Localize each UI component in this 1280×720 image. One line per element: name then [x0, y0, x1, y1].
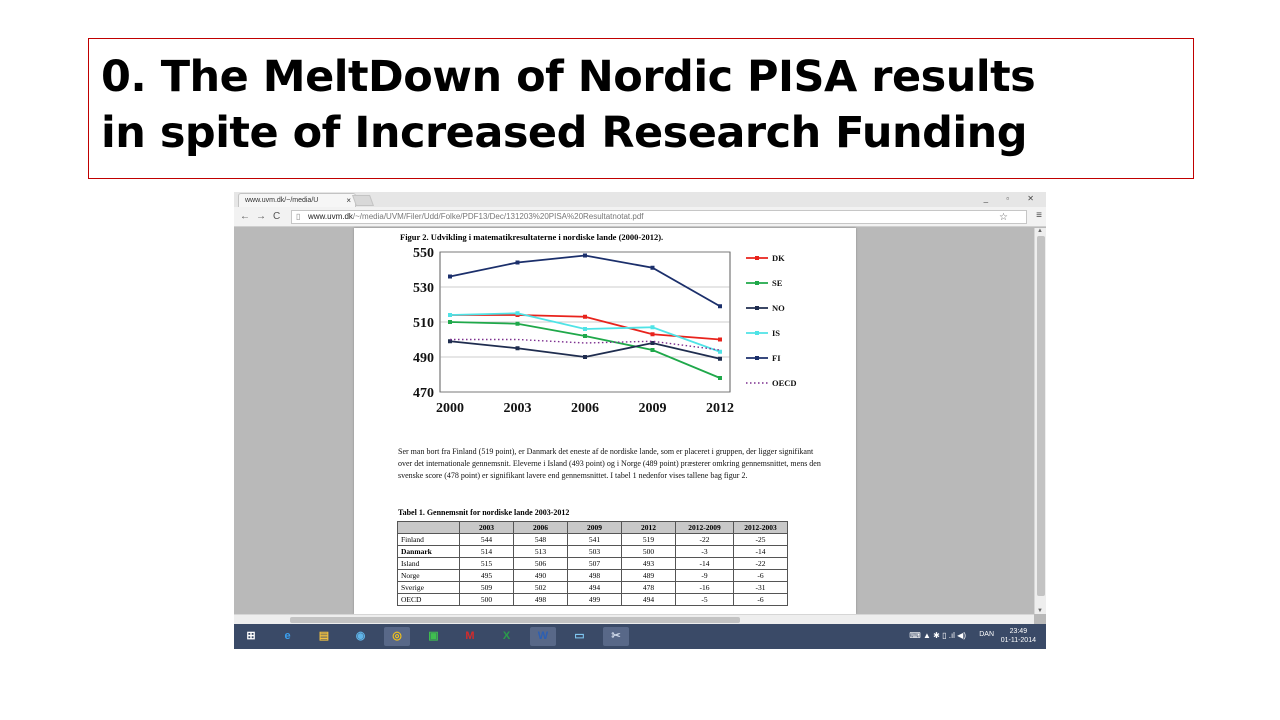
clock-time: 23:49 [1009, 628, 1028, 635]
table-row-name: OECD [398, 594, 460, 606]
table-row-name: Sverige [398, 582, 460, 594]
slide-title-box [88, 38, 1194, 179]
legend-label-no: NO [772, 303, 785, 313]
table-cell: 519 [622, 534, 676, 546]
system-tray-icons[interactable]: ⌨ ▲ ✱ ▯ .ıl ◀) [909, 631, 966, 640]
tab-close-icon[interactable]: × [346, 196, 351, 205]
x-tick-label-2000: 2000 [436, 401, 464, 416]
y-tick-label-550: 550 [413, 246, 434, 261]
data-point-is-2006 [583, 327, 587, 331]
table-title: Tabel 1. Gennemsnit for nordiske lande 2003-2012 [398, 508, 570, 517]
table-row-name: Norge [398, 570, 460, 582]
table-cell: 499 [568, 594, 622, 606]
table-row-name: Island [398, 558, 460, 570]
table-cell: 544 [460, 534, 514, 546]
table-cell: 478 [622, 582, 676, 594]
window-controls[interactable]: _ ▫ ✕ [983, 194, 1042, 203]
data-point-fi-2009 [651, 266, 655, 270]
table-header-row [398, 522, 788, 534]
table-cell: -25 [734, 534, 788, 546]
table-cell: -6 [734, 594, 788, 606]
x-tick-label-2009: 2009 [638, 401, 667, 416]
windows-taskbar [234, 624, 1046, 649]
data-point-dk-2006 [583, 315, 587, 319]
table-cell: 507 [568, 558, 622, 570]
store-icon[interactable]: ▣ [428, 630, 439, 642]
vertical-scroll-thumb[interactable] [1037, 236, 1045, 596]
chrome-icon[interactable]: ◎ [384, 627, 410, 646]
table-cell: -3 [676, 546, 734, 558]
table-cell: -22 [734, 558, 788, 570]
internet-explorer-icon[interactable]: e [284, 630, 291, 642]
table-cell: 494 [568, 582, 622, 594]
data-point-no-2012 [718, 357, 722, 361]
legend-label-fi: FI [772, 353, 781, 363]
table-cell: 500 [460, 594, 514, 606]
data-point-is-2000 [448, 313, 452, 317]
data-point-is-2003 [516, 311, 520, 315]
data-point-no-2006 [583, 355, 587, 359]
table-cell: 498 [514, 594, 568, 606]
word-icon[interactable]: W [530, 627, 556, 646]
data-point-se-2009 [651, 348, 655, 352]
results-table [397, 521, 788, 606]
scroll-down-icon[interactable]: ▼ [1037, 608, 1043, 614]
table-row [398, 546, 788, 558]
table-cell: 490 [514, 570, 568, 582]
legend-marker-is [755, 331, 759, 335]
table-cell: 500 [622, 546, 676, 558]
legend-marker-fi [755, 356, 759, 360]
tab-label: www.uvm.dk/~/media/U [245, 197, 319, 204]
forward-arrow-icon[interactable]: → [256, 211, 266, 222]
y-tick-label-510: 510 [413, 316, 434, 331]
data-point-fi-2006 [583, 254, 587, 258]
body-paragraph: Ser man bort fra Finland (519 point), er Danmark det eneste af de nordiske lande, som er placeret i gruppen, der ligger signifikant over det internationale gennemsnit. Eleverne i Island (493 point) og i Norge (489 point) præsterer omkring gennemsnittet, mens den svenske score (478 point) er signifikant lavere end gennemsnittet. I tabel 1 nedenfor vises tallene bag figur 2. [398, 447, 821, 480]
table-row-name: Danmark [398, 546, 460, 558]
table-cell: 495 [460, 570, 514, 582]
pdf-page [354, 228, 856, 614]
language-indicator[interactable]: DAN [979, 631, 994, 638]
data-point-fi-2000 [448, 275, 452, 279]
table-cell: 489 [622, 570, 676, 582]
data-point-dk-2012 [718, 338, 722, 342]
legend-marker-no [755, 306, 759, 310]
table-header-cell: 2009 [568, 522, 622, 534]
legend-marker-se [755, 281, 759, 285]
horizontal-scrollbar[interactable] [234, 614, 1034, 624]
legend-label-is: IS [772, 328, 781, 338]
legend-label-oecd: OECD [772, 378, 797, 388]
data-point-se-2000 [448, 320, 452, 324]
line-chart [354, 242, 856, 442]
network-icon[interactable]: ◉ [355, 630, 366, 642]
table-header-cell: 2012 [622, 522, 676, 534]
table-row [398, 534, 788, 546]
table-cell: 506 [514, 558, 568, 570]
table-cell: -14 [676, 558, 734, 570]
table-header-cell: 2003 [460, 522, 514, 534]
data-point-fi-2003 [516, 261, 520, 265]
vertical-scrollbar[interactable] [1034, 228, 1046, 614]
data-point-dk-2009 [651, 332, 655, 336]
table-header-cell: 2012-2003 [734, 522, 788, 534]
bookmark-star-icon[interactable]: ☆ [999, 212, 1008, 223]
table-cell: -6 [734, 570, 788, 582]
figure-title: Figur 2. Udvikling i matematikresultaterne i nordiske lande (2000-2012). [400, 232, 664, 242]
horizontal-scroll-thumb[interactable] [290, 617, 740, 623]
table-cell: 502 [514, 582, 568, 594]
legend-label-se: SE [772, 278, 783, 288]
legend-label-dk: DK [772, 253, 785, 263]
table-cell: -22 [676, 534, 734, 546]
url-host: www.uvm.dk [308, 212, 353, 221]
data-point-fi-2012 [718, 304, 722, 308]
y-tick-label-470: 470 [413, 386, 434, 401]
slide-title-line-1: 0. The MeltDown of Nordic PISA results [101, 52, 1036, 102]
excel-icon[interactable]: X [502, 630, 511, 642]
table-row-name: Finland [398, 534, 460, 546]
scroll-up-icon[interactable]: ▲ [1037, 228, 1043, 234]
slide-title-line-2: in spite of Increased Research Funding [101, 108, 1028, 158]
table-header-cell [398, 522, 460, 534]
back-arrow-icon[interactable]: ← [240, 211, 250, 222]
table-cell: -31 [734, 582, 788, 594]
menu-icon[interactable]: ≡ [1036, 210, 1042, 221]
table-row [398, 570, 788, 582]
table-header-cell: 2006 [514, 522, 568, 534]
table-cell: -14 [734, 546, 788, 558]
table-cell: 509 [460, 582, 514, 594]
table-cell: 498 [568, 570, 622, 582]
x-tick-label-2003: 2003 [503, 401, 532, 416]
table-header-cell: 2012-2009 [676, 522, 734, 534]
url-input[interactable] [291, 210, 1027, 224]
reload-icon[interactable]: C [273, 211, 281, 222]
legend-marker-dk [755, 256, 759, 260]
table-cell: -16 [676, 582, 734, 594]
table-row [398, 582, 788, 594]
clock-date: 01-11-2014 [1000, 637, 1036, 644]
url-path: /~/media/UVM/Filer/Udd/Folke/PDF13/Dec/131203%20PISA%20Resultatnotat.pdf [352, 212, 644, 221]
table-cell: 541 [568, 534, 622, 546]
table-row [398, 558, 788, 570]
tab-bar [234, 192, 1046, 207]
table-cell: 493 [622, 558, 676, 570]
table-cell: 513 [514, 546, 568, 558]
y-tick-label-490: 490 [413, 351, 434, 366]
data-point-se-2003 [516, 322, 520, 326]
address-bar [234, 207, 1046, 227]
table-cell: 494 [622, 594, 676, 606]
y-tick-label-530: 530 [413, 281, 434, 296]
new-tab-button[interactable] [352, 195, 374, 206]
browser-screenshot [234, 192, 1046, 649]
x-tick-label-2006: 2006 [571, 401, 599, 416]
data-point-no-2003 [516, 346, 520, 350]
clock[interactable] [1001, 627, 1036, 645]
data-point-se-2006 [583, 334, 587, 338]
table-cell: -9 [676, 570, 734, 582]
browser-tab[interactable] [238, 193, 356, 207]
file-explorer-icon[interactable]: ▤ [318, 630, 330, 642]
remote-desktop-icon[interactable]: ▭ [574, 630, 585, 642]
table-cell: 548 [514, 534, 568, 546]
x-tick-label-2012: 2012 [706, 401, 734, 416]
windows-start-icon[interactable]: ⊞ [246, 630, 256, 642]
data-point-is-2009 [651, 325, 655, 329]
table-cell: 503 [568, 546, 622, 558]
table-row [398, 594, 788, 606]
data-point-se-2012 [718, 376, 722, 380]
snipping-tool-icon[interactable]: ✂ [603, 627, 629, 646]
table-cell: 515 [460, 558, 514, 570]
table-cell: -5 [676, 594, 734, 606]
page-icon: ▯ [296, 212, 301, 221]
mcafee-icon[interactable]: M [465, 630, 475, 642]
table-cell: 514 [460, 546, 514, 558]
